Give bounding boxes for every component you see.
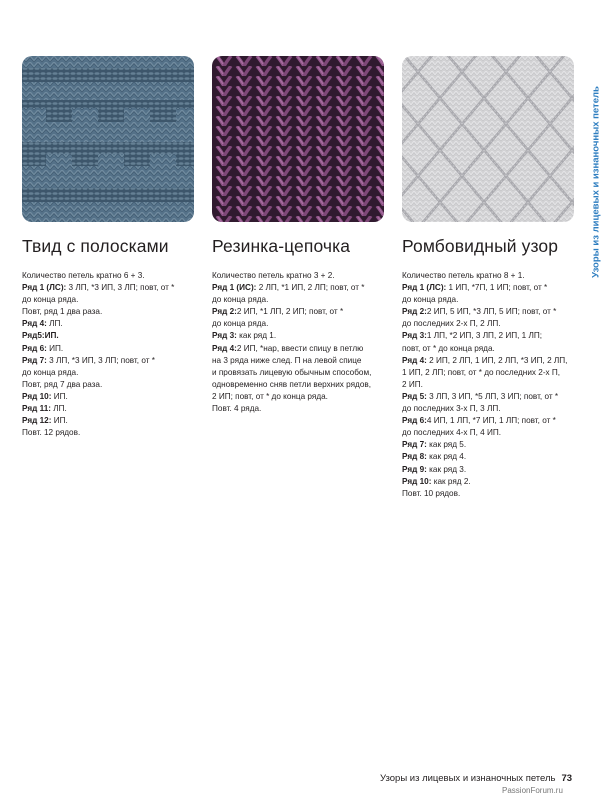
row-text: как ряд 5. — [426, 440, 467, 450]
row-label: Ряд 2: — [212, 307, 237, 317]
row-text: как ряд 2. — [431, 476, 471, 486]
instruction-line — [212, 367, 371, 379]
row-text: 3 ЛП, 3 ИП, *5 ЛП, 3 ИП; повт, от * — [426, 391, 559, 401]
instruction-line — [402, 451, 567, 463]
instruction-line — [22, 306, 174, 318]
instruction-line — [402, 476, 567, 488]
row-text: до конца ряда. — [402, 295, 459, 305]
row-text: одновременно сняв петли верхних рядов, — [212, 379, 371, 389]
row-text: повт, от * до конца ряда. — [402, 343, 495, 353]
row-label: Ряд 2: — [402, 307, 427, 317]
instruction-line — [402, 379, 567, 391]
instruction-line — [402, 306, 567, 318]
row-text: Повт. 4 ряда. — [212, 404, 262, 414]
row-text: 3 ЛП, *3 ИП, 3 ЛП; повт, от * — [46, 355, 155, 365]
pattern-instructions-tweed — [22, 270, 174, 439]
watermark: PassionForum.ru — [502, 786, 563, 795]
side-section-title-text: Узоры из лицевых и изнаночных петель — [590, 86, 602, 278]
row-label: Ряд 11: — [22, 404, 51, 414]
row-label: Ряд5:ИП. — [22, 331, 59, 341]
footer-section-name: Узоры из лицевых и изнаночных петель — [380, 773, 556, 784]
instruction-line — [212, 403, 371, 415]
pattern-title-diamond: Ромбовидный узор — [402, 236, 559, 256]
instruction-line — [22, 318, 174, 330]
row-label: Ряд 3: — [212, 331, 237, 341]
instruction-line — [212, 270, 371, 282]
row-text: 2 ИП, *нар, ввести спицу в петлю — [236, 343, 364, 353]
row-text: до последних 3-х П, 3 ЛП. — [402, 404, 501, 414]
row-text: Количество петель кратно 3 + 2. — [212, 271, 335, 280]
row-text: 2 ИП, 5 ИП, *3 ЛП, 5 ИП; повт, от * — [426, 307, 557, 317]
row-label: Ряд 3: — [402, 331, 427, 341]
instruction-line — [22, 294, 174, 306]
instruction-line — [22, 403, 174, 415]
row-label: Ряд 9: — [402, 464, 427, 474]
row-label: Ряд 6: — [22, 343, 47, 353]
row-text: как ряд 1. — [236, 331, 277, 341]
row-text: Повт. 10 рядов. — [402, 488, 461, 498]
row-label: Ряд 12: — [22, 416, 52, 426]
row-text: ИП. — [51, 391, 68, 401]
instruction-line — [402, 318, 567, 330]
instruction-line — [22, 367, 174, 379]
row-label: Ряд 7: — [402, 440, 427, 450]
pattern-instructions-chain-rib — [212, 270, 371, 415]
instruction-line — [22, 270, 174, 282]
row-label: Ряд 4: — [22, 319, 47, 329]
instruction-line — [402, 439, 567, 451]
page-number: 73 — [561, 773, 573, 784]
row-text: 2 ЛП, *1 ИП, 2 ЛП; повт, от * — [256, 283, 365, 293]
instruction-line — [22, 415, 174, 427]
row-text: 2 ИП. — [402, 379, 423, 389]
side-section-title — [587, 57, 605, 307]
row-text: 2 ИП; повт, от * до конца ряда. — [212, 391, 328, 401]
row-text: до конца ряда. — [22, 367, 79, 377]
row-text: 3 ЛП, *3 ИП, 3 ЛП; повт, от * — [66, 283, 175, 293]
row-text: как ряд 3. — [426, 464, 467, 474]
row-text: на 3 ряда ниже след. П на левой спице — [212, 355, 362, 365]
row-label: Ряд 10: — [22, 391, 52, 401]
row-text: до конца ряда. — [212, 319, 269, 329]
row-label: Ряд 1 (ЛС): — [402, 283, 447, 293]
page-footer — [380, 773, 572, 784]
instruction-line — [212, 318, 371, 330]
instruction-line — [212, 282, 371, 294]
instruction-line — [402, 355, 567, 367]
row-label: Ряд 4: — [212, 343, 237, 353]
row-label: Ряд 1 (ЛС): — [22, 283, 67, 293]
row-label: Ряд 6: — [402, 416, 427, 426]
row-label: Ряд 5: — [402, 391, 427, 401]
swatch-image-chain-rib — [212, 56, 384, 222]
row-text: до последних 2-х П, 2 ЛП. — [402, 319, 501, 329]
instruction-line — [402, 294, 567, 306]
row-text: до конца ряда. — [22, 295, 79, 305]
row-text: 1 ИП, *7П, 1 ИП; повт, от * — [446, 283, 548, 293]
swatch-image-tweed — [22, 56, 194, 222]
instruction-line — [402, 367, 567, 379]
row-text: 2 ИП, *1 ЛП, 2 ИП; повт, от * — [236, 307, 344, 317]
row-text: Количество петель кратно 8 + 1. — [402, 271, 525, 280]
row-text: 1 ИП, 2 ЛП; повт, от * до последних 2-х П, — [402, 367, 561, 377]
instruction-line — [22, 427, 174, 439]
row-text: и провязать лицевую обычным способом, — [212, 367, 372, 377]
pattern-title-chain-rib: Резинка-цепочка — [212, 236, 351, 256]
row-label: Ряд 8: — [402, 452, 427, 462]
row-text: ИП. — [51, 416, 68, 426]
instruction-line — [402, 464, 567, 476]
row-text: Количество петель кратно 6 + 3. — [22, 271, 145, 280]
row-text: до последних 4-х П, 4 ИП. — [402, 428, 502, 438]
row-text: Повт. 12 рядов. — [22, 428, 81, 438]
instruction-line — [212, 391, 371, 403]
row-text: ЛП. — [50, 404, 67, 414]
row-text: 1 ЛП, *2 ИП, 3 ЛП, 2 ИП, 1 ЛП; — [426, 331, 543, 341]
row-text: ИП. — [46, 343, 64, 353]
instruction-line — [212, 294, 371, 306]
instruction-line — [212, 355, 371, 367]
swatch-image-diamond — [402, 56, 574, 222]
instruction-line — [212, 379, 371, 391]
instruction-line — [212, 343, 371, 355]
row-label: Ряд 7: — [22, 355, 47, 365]
row-text: 2 ИП, 2 ЛП, 1 ИП, 2 ЛП, *3 ИП, 2 ЛП, — [426, 355, 568, 365]
instruction-line — [402, 391, 567, 403]
instruction-line — [212, 306, 371, 318]
row-text: ЛП. — [46, 319, 63, 329]
instruction-line — [402, 427, 567, 439]
instruction-line — [402, 488, 567, 500]
instruction-line — [22, 343, 174, 355]
instruction-line — [402, 282, 567, 294]
instruction-line — [22, 355, 174, 367]
instruction-line — [402, 415, 567, 427]
instruction-line — [22, 330, 174, 342]
instruction-line — [402, 343, 567, 355]
instruction-line — [402, 270, 567, 282]
pattern-title-tweed: Твид с полосками — [22, 236, 169, 256]
row-text: Повт, ряд 1 два раза. — [22, 307, 103, 317]
row-text: 4 ИП, 1 ЛП, *7 ИП, 1 ЛП; повт, от * — [426, 416, 556, 426]
pattern-instructions-diamond — [402, 270, 567, 500]
instruction-line — [402, 330, 567, 342]
instruction-line — [22, 391, 174, 403]
row-text: как ряд 4. — [426, 452, 467, 462]
instruction-line — [22, 379, 174, 391]
instruction-line — [22, 282, 174, 294]
row-label: Ряд 10: — [402, 476, 432, 486]
row-text: до конца ряда. — [212, 295, 269, 305]
instruction-line — [402, 403, 567, 415]
instruction-line — [212, 330, 371, 342]
row-label: Ряд 1 (ИС): — [212, 283, 257, 293]
row-label: Ряд 4: — [402, 355, 427, 365]
row-text: Повт, ряд 7 два раза. — [22, 379, 103, 389]
